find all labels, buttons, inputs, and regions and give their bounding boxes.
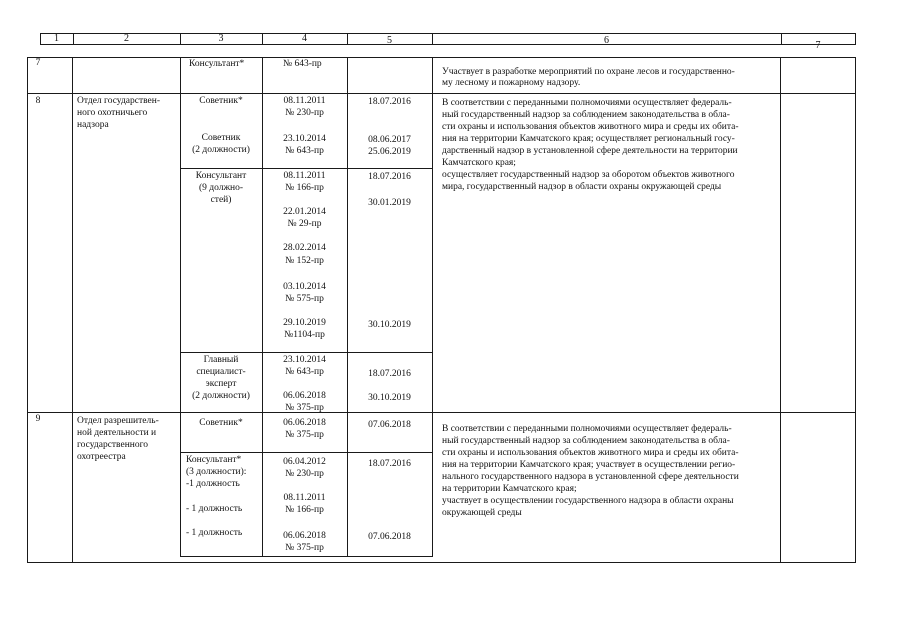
row9-desc-line: ния на территории Камчатского края; участвует в осуществлении регио-: [442, 460, 736, 470]
row8-g2-date: 08.11.2011: [283, 171, 326, 181]
row8-g2-end-date: 18.07.2016: [368, 172, 411, 182]
row8-g3-position: эксперт: [205, 379, 237, 389]
col-line-dept: [180, 57, 181, 557]
row8-g2-date: 22.01.2014: [283, 207, 326, 217]
row9-g1-position: Советник*: [199, 418, 243, 428]
row8-g1-position-2: (2 должности): [192, 145, 250, 155]
row9-g1-end-date: 07.06.2018: [368, 420, 411, 430]
row9-desc-line: участвует в осуществлении государственного надзора в области охраны: [442, 496, 734, 506]
row8-g1-end-date-2: 08.06.2017: [368, 135, 411, 145]
row9-g2-order: № 230-пр: [285, 469, 324, 479]
row8-g3-end-date-2: 30.10.2019: [368, 393, 411, 403]
row8-desc-line: сти охраны и использования объектов животного мира и среды их обита-: [442, 122, 739, 132]
row8-g1-date: 08.11.2011: [283, 96, 326, 106]
col-line-date: [347, 57, 348, 557]
row8-g1-order: № 230-пр: [285, 108, 324, 118]
row-line-8-g2-g3: [180, 352, 432, 353]
row8-g3-end-date: 18.07.2016: [368, 369, 411, 379]
row8-g2-end-date: 30.10.2019: [368, 320, 411, 330]
row8-g2-end-date: 30.01.2019: [368, 198, 411, 208]
row8-g1-position-2: Советник: [201, 133, 241, 143]
row8-g3-date: 23.10.2014: [283, 355, 326, 365]
header-col-line: [855, 33, 856, 45]
row9-desc-line: В соответствии с переданными полномочиями осуществляет федераль-: [442, 424, 732, 434]
row8-g3-position: (2 должности): [192, 391, 250, 401]
row8-g2-order: № 166-пр: [285, 183, 324, 193]
row9-g2-sub-position: - 1 должность: [186, 528, 243, 538]
row8-g2-order: №1104-пр: [284, 330, 325, 340]
row9-desc-line: на территории Камчатского края;: [442, 484, 577, 494]
row9-desc-line: окружающей среды: [442, 508, 522, 518]
row8-g1-end-date-3: 25.06.2019: [368, 147, 411, 157]
row8-g2-date: 03.10.2014: [283, 282, 326, 292]
row-line-9-g1-g2: [180, 452, 432, 453]
row8-desc-line: мира, государственный надзор в области охраны окружающей среды: [442, 182, 722, 192]
header-col-4: 4: [302, 33, 307, 44]
row9-g2-position: Консультант*: [186, 455, 242, 465]
row9-g2-position: -1 должность: [186, 479, 240, 489]
row9-dept-line: государственного: [77, 440, 149, 450]
row9-g2-date-2: 08.11.2011: [283, 493, 326, 503]
row9-g1-order: № 375-пр: [285, 430, 324, 440]
row7-desc-line: му лесному и пожарному надзору.: [442, 78, 581, 88]
header-col-5: 5: [387, 35, 392, 46]
row8-desc-line: осуществляет государственный надзор за оборотом объектов животного: [442, 170, 735, 180]
row9-number: 9: [35, 414, 41, 424]
row9-desc-line: ный государственный надзор за соблюдением законодательства в обла-: [442, 436, 730, 446]
row9-g1-date: 06.06.2018: [283, 418, 326, 428]
row8-dept-line: ного охотничьего: [77, 108, 148, 118]
row9-g2-position: (3 должности):: [186, 467, 247, 477]
row7-desc-line: Участвует в разработке мероприятий по охране лесов и государственно-: [442, 67, 735, 77]
row9-dept-line: охотреестра: [77, 452, 126, 462]
row8-g3-order-2: № 375-пр: [285, 403, 324, 413]
header-col-7: 7: [815, 40, 821, 51]
row9-desc-line: нального государственного надзора в установленной сфере деятельности: [442, 472, 739, 482]
row9-g2-order-2: № 166-пр: [285, 505, 324, 515]
body-left-line: [27, 57, 28, 563]
body-right-line: [855, 57, 856, 563]
row8-g3-position: Главный: [203, 355, 239, 365]
row8-g1-position: Советник*: [199, 96, 243, 106]
row9-g2-end-date-3: 07.06.2018: [368, 532, 411, 542]
row8-number: 8: [35, 96, 41, 106]
row8-g2-position: Консультант: [195, 171, 247, 181]
row9-g2-end-date: 18.07.2016: [368, 459, 411, 469]
row8-desc-line: дарственный надзор в установленной сфере деятельности на территории: [442, 146, 738, 156]
body-bottom-line: [27, 562, 856, 563]
row9-g2-date-3: 06.06.2018: [283, 531, 326, 541]
header-col-2: 2: [124, 33, 129, 44]
body-top-line: [27, 57, 856, 58]
row-line-9-inner: [180, 556, 432, 557]
row8-g2-order: № 29-пр: [287, 219, 322, 229]
row8-g2-order: № 152-пр: [285, 256, 324, 266]
row-line-7-8: [27, 93, 856, 94]
row8-g2-position: (9 должно-: [198, 183, 244, 193]
row8-g3-order: № 643-пр: [285, 367, 324, 377]
row7-position: Консультант*: [189, 59, 245, 69]
row8-g1-order-2: № 643-пр: [285, 146, 324, 156]
col-line-num: [72, 57, 73, 563]
row8-g2-position: стей): [210, 195, 232, 205]
row7-order-ref: № 643-пр: [283, 59, 322, 69]
row8-g1-date-2: 23.10.2014: [283, 134, 326, 144]
header-col-6: 6: [604, 35, 609, 46]
row9-g2-date: 06.04.2012: [283, 457, 326, 467]
row8-desc-line: ный государственный надзор за соблюдением законодательства в обла-: [442, 110, 730, 120]
row9-g2-order-3: № 375-пр: [285, 543, 324, 553]
row8-desc-line: В соответствии с переданными полномочиями осуществляет федераль-: [442, 98, 732, 108]
row8-g2-date: 29.10.2019: [283, 318, 326, 328]
row-line-8-9: [27, 412, 856, 413]
row8-g1-end-date: 18.07.2016: [368, 97, 411, 107]
row8-dept-line: Отдел государствен-: [77, 96, 161, 106]
row9-g2-sub-position: - 1 должность: [186, 504, 243, 514]
row8-desc-line: ния на территории Камчатского края; осуществляет региональный госу-: [442, 134, 735, 144]
row9-dept-line: Отдел разрешитель-: [77, 416, 159, 426]
row-line-8-g1-g2: [180, 168, 432, 169]
col-line-desc: [780, 57, 781, 563]
row8-g2-date: 28.02.2014: [283, 243, 326, 253]
col-line-pos: [262, 57, 263, 557]
row8-g2-order: № 575-пр: [285, 294, 324, 304]
header-col-3: 3: [218, 33, 224, 44]
row8-g3-position: специалист-: [196, 367, 246, 377]
row9-desc-line: сти охраны и использования объектов животного мира и среды их обита-: [442, 448, 739, 458]
row7-number: 7: [35, 58, 41, 68]
col-line-end: [432, 57, 433, 557]
row9-dept-line: ной деятельности и: [77, 428, 157, 438]
header-col-1: 1: [54, 33, 59, 44]
row8-dept-line: надзора: [77, 120, 109, 130]
row8-g3-date-2: 06.06.2018: [283, 391, 326, 401]
row8-desc-line: Камчатского края;: [442, 158, 516, 168]
